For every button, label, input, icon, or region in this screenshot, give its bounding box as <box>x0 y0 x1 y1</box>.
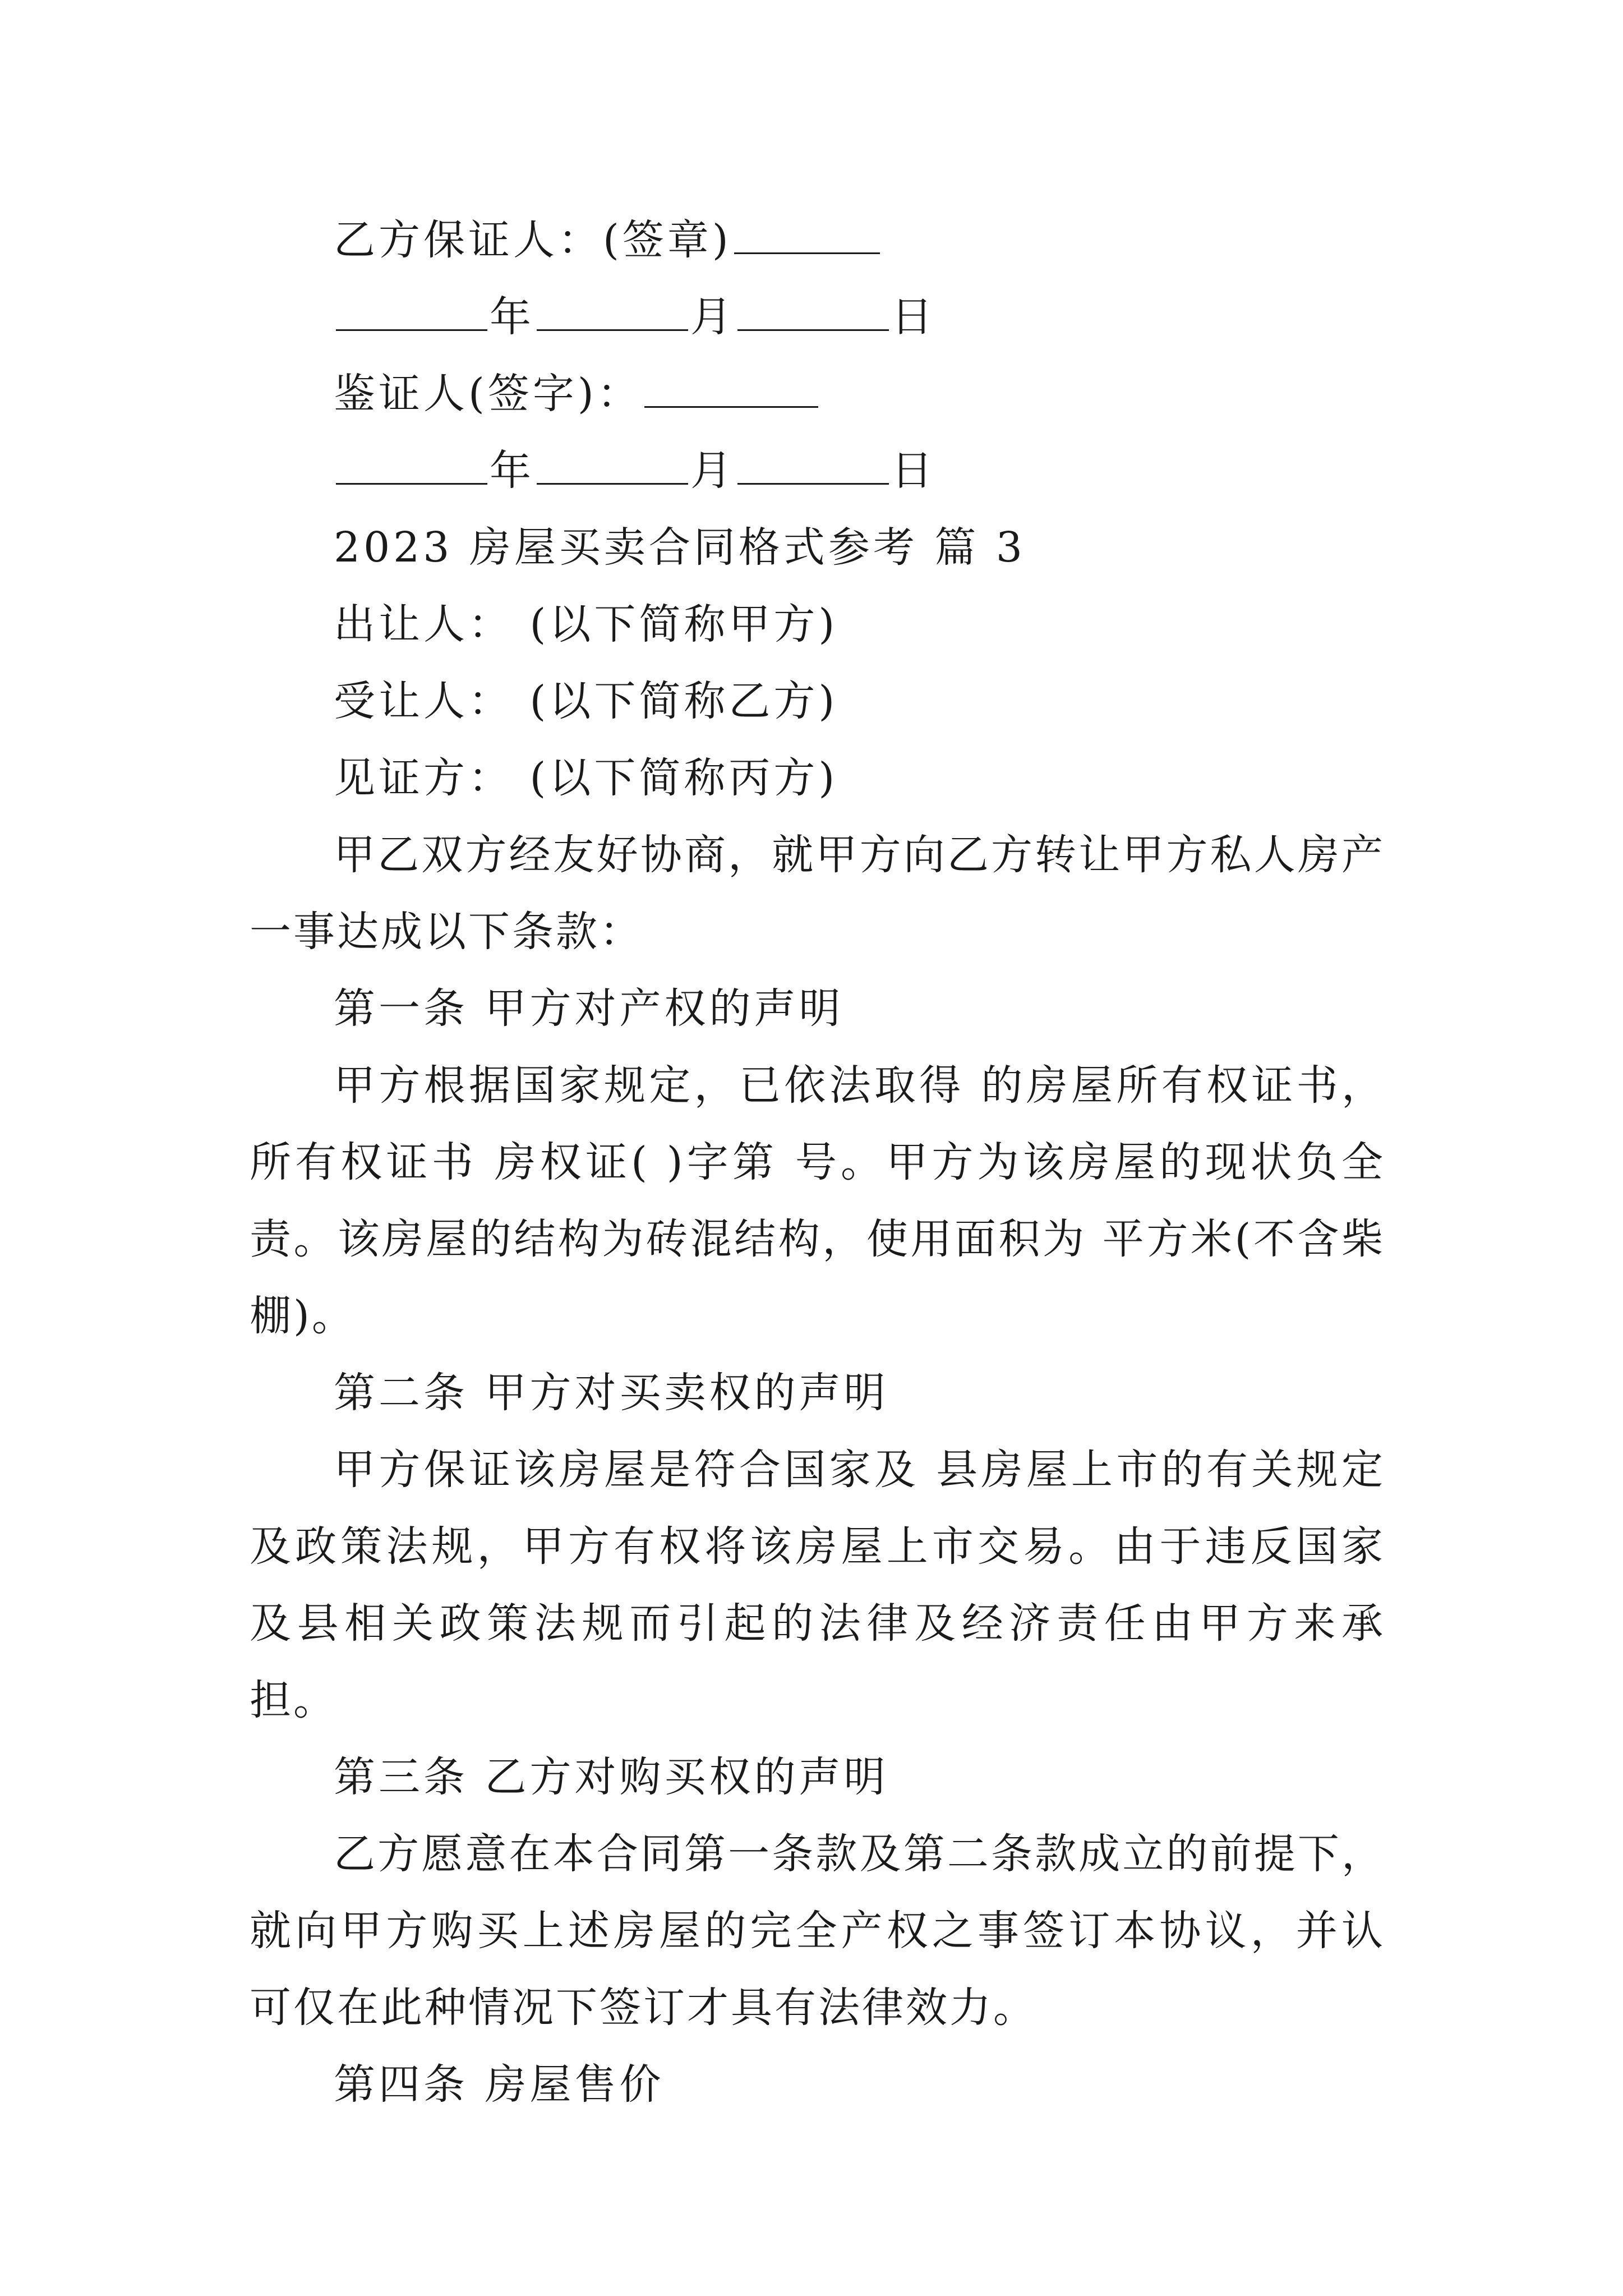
year-label: 年 <box>490 447 534 495</box>
document-body <box>250 202 1385 2123</box>
intro-paragraph: 甲乙双方经友好协商，就甲方向乙方转让甲方私人房产一事达成以下条款： <box>250 831 1385 956</box>
month-blank <box>537 448 688 485</box>
transferee-line: 受让人： (以下简称乙方) <box>334 677 838 725</box>
transferor-line: 出让人： (以下简称甲方) <box>334 600 838 648</box>
day-label: 日 <box>891 293 936 341</box>
article-1-body: 甲方根据国家规定，已依法取得 的房屋所有权证书，所有权证书 房权证( )字第 号。甲方为该房屋的现状负全责。该房屋的结构为砖混结构，使用面积为 平方米(不含柴棚)。 <box>250 1061 1385 1340</box>
article-2-title: 第二条 甲方对买卖权的声明 <box>334 1369 889 1417</box>
signature-blank <box>734 217 880 254</box>
day-blank <box>737 448 889 485</box>
article-3-body: 乙方愿意在本合同第一条款及第二条款成立的前提下，就向甲方购买上述房屋的完全产权之事签订本协议，并认可仅在此种情况下签订才具有法律效力。 <box>250 1830 1385 2032</box>
witness-sign-label: 鉴证人(签字)： <box>334 370 642 418</box>
guarantor-b-line <box>250 202 1385 279</box>
date-line-1 <box>250 279 1385 356</box>
year-label: 年 <box>490 293 534 341</box>
article-2-body: 甲方保证该房屋是符合国家及 县房屋上市的有关规定及政策法规，甲方有权将该房屋上市交易。由于违反国家及县相关政策法规而引起的法律及经济责任由甲方来承担。 <box>250 1446 1385 1724</box>
day-label: 日 <box>891 447 936 495</box>
date-line-2 <box>250 432 1385 509</box>
year-blank <box>336 448 487 485</box>
guarantor-b-label: 乙方保证人：(签章) <box>334 216 732 264</box>
article-4-title: 第四条 房屋售价 <box>334 2060 665 2109</box>
witness-party-line: 见证方： (以下简称丙方) <box>334 754 838 802</box>
article-1-title: 第一条 甲方对产权的声明 <box>334 984 844 1033</box>
witness-signature-blank <box>644 371 818 408</box>
article-3-title: 第三条 乙方对购买权的声明 <box>334 1753 889 1801</box>
witness-sign-line <box>250 356 1385 432</box>
section-title: 2023 房屋买卖合同格式参考 篇 3 <box>334 523 1026 572</box>
month-blank <box>537 294 688 331</box>
month-label: 月 <box>690 293 735 341</box>
month-label: 月 <box>690 447 735 495</box>
year-blank <box>336 294 487 331</box>
day-blank <box>737 294 889 331</box>
